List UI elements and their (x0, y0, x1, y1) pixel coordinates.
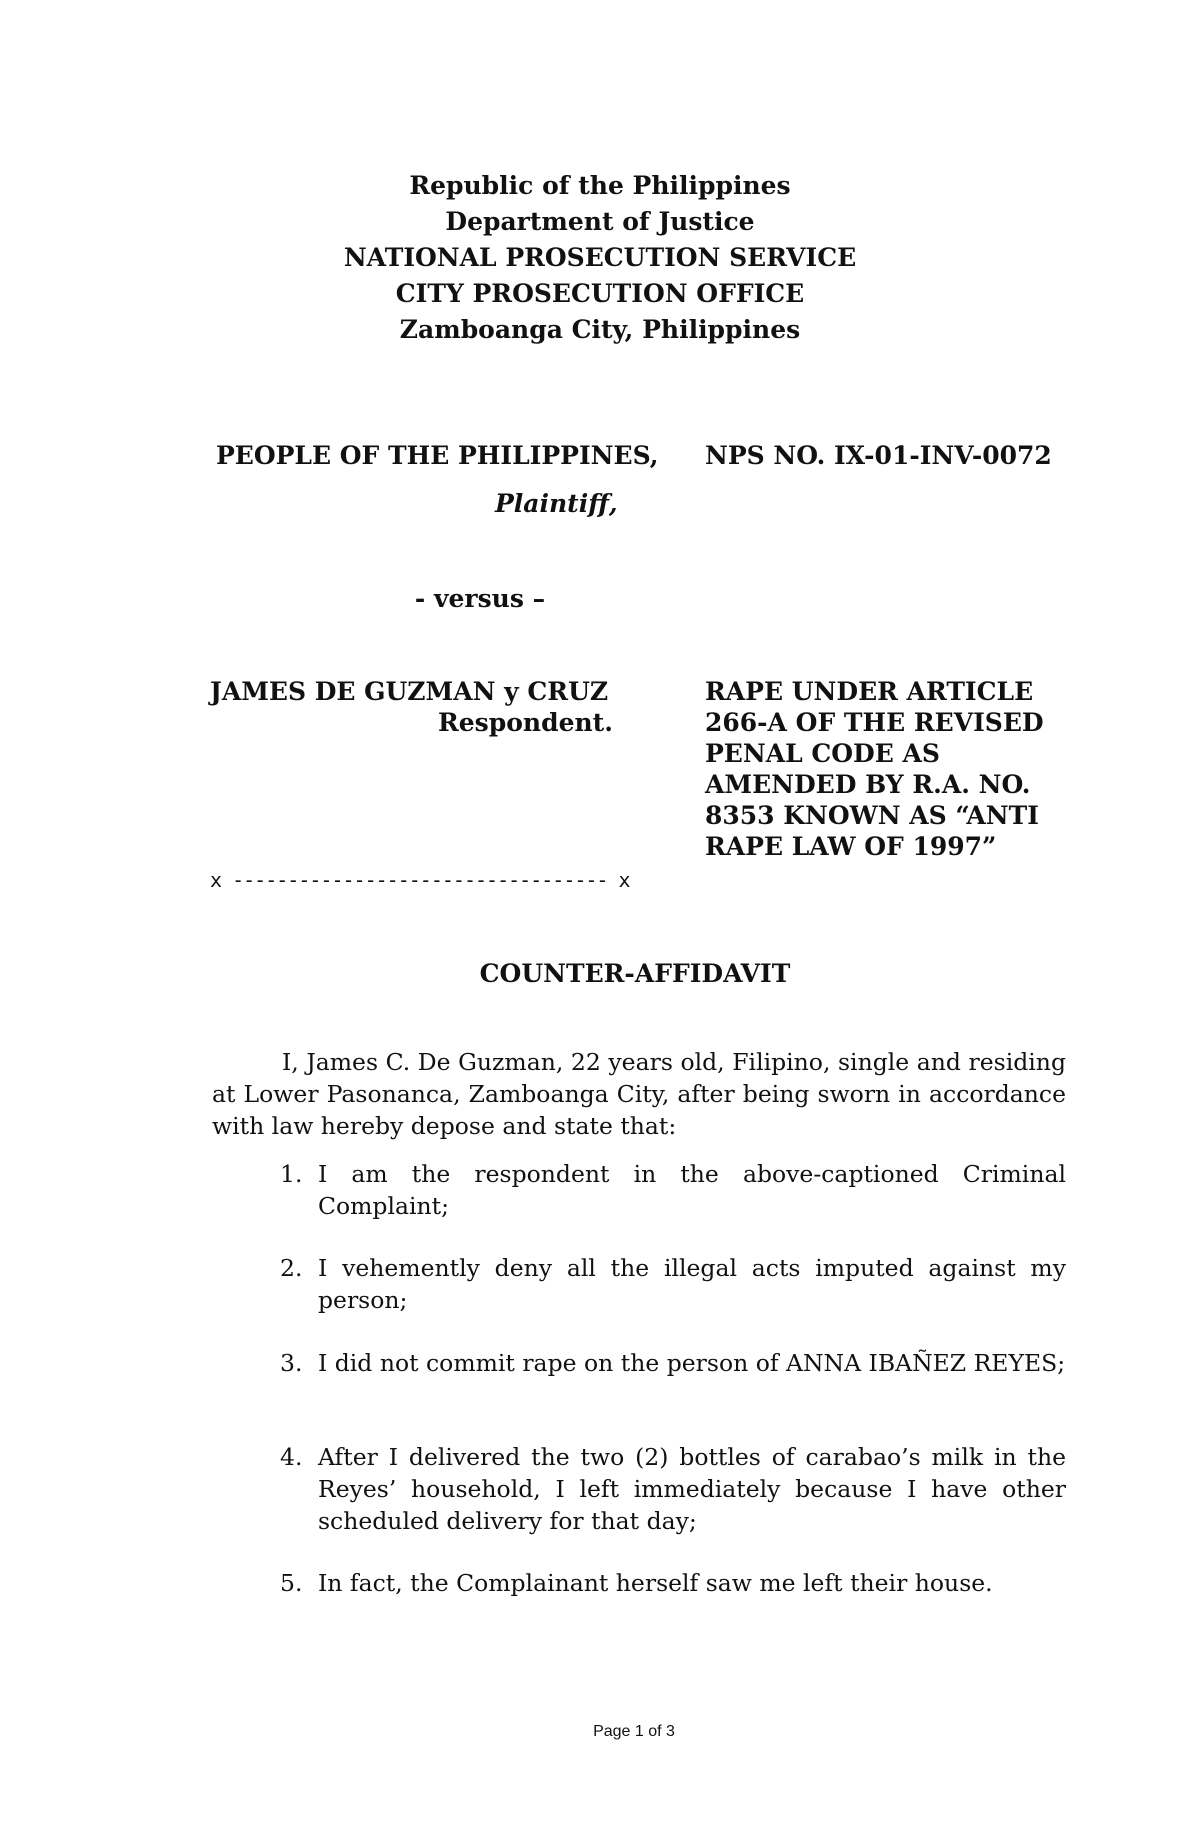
list-item-text: I did not commit rape on the person of ANNA IBAÑEZ REYES; (318, 1349, 1066, 1377)
list-item-text: In fact, the Complainant herself saw me left their house. (318, 1569, 993, 1597)
list-item-number: 4. (280, 1443, 303, 1471)
document-header (0, 168, 1200, 348)
respondent-label: Respondent. (438, 708, 613, 737)
list-item-number: 5. (280, 1569, 303, 1597)
list-item (280, 1567, 1066, 1599)
list-item (280, 1347, 1066, 1379)
document-title: COUNTER-AFFIDAVIT (479, 959, 791, 988)
list-item (280, 1441, 1066, 1537)
header-service: NATIONAL PROSECUTION SERVICE (343, 243, 857, 272)
list-item (280, 1158, 1066, 1222)
header-city: Zamboanga City, Philippines (399, 315, 801, 344)
charge-line: RAPE LAW OF 1997” (705, 832, 997, 861)
charge-line: 8353 KNOWN AS “ANTI (705, 801, 1039, 830)
header-department: Department of Justice (445, 207, 755, 236)
respondent-name: JAMES DE GUZMAN y CRUZ (210, 677, 609, 706)
list-item-text: I am the respondent in the above-captioned Criminal Complaint; (318, 1160, 1066, 1220)
versus-label: - versus – (414, 584, 546, 613)
charge-line: AMENDED BY R.A. NO. (705, 770, 1031, 799)
plaintiff-name: PEOPLE OF THE PHILIPPINES, (216, 441, 659, 470)
case-number: NPS NO. IX-01-INV-0072 (705, 441, 1052, 470)
list-item-number: 1. (280, 1160, 303, 1188)
plaintiff-label: Plaintiff, (495, 489, 618, 518)
caption-separator: x ---------------------------------- x (210, 868, 630, 892)
charge-line: 266-A OF THE REVISED (705, 708, 1044, 737)
list-item-number: 2. (280, 1254, 303, 1282)
list-item-number: 3. (280, 1349, 303, 1377)
charge-description (705, 676, 1085, 862)
list-item-text: After I delivered the two (2) bottles of carabao’s milk in the Reyes’ household, I left immediately because I have other scheduled delivery for that day; (318, 1443, 1066, 1535)
intro-paragraph (212, 1046, 1066, 1142)
charge-line: PENAL CODE AS (705, 739, 940, 768)
list-item (280, 1252, 1066, 1316)
list-item-text: I vehemently deny all the illegal acts imputed against my person; (318, 1254, 1066, 1314)
header-republic: Republic of the Philippines (409, 171, 791, 200)
charge-line: RAPE UNDER ARTICLE (705, 677, 1034, 706)
intro-text: I, James C. De Guzman, 22 years old, Filipino, single and residing at Lower Pasonanca, Zamboanga City, after being sworn in accordance with law hereby depose and state that: (212, 1048, 1066, 1140)
header-office: CITY PROSECUTION OFFICE (395, 279, 805, 308)
page-number: Page 1 of 3 (593, 1723, 675, 1740)
